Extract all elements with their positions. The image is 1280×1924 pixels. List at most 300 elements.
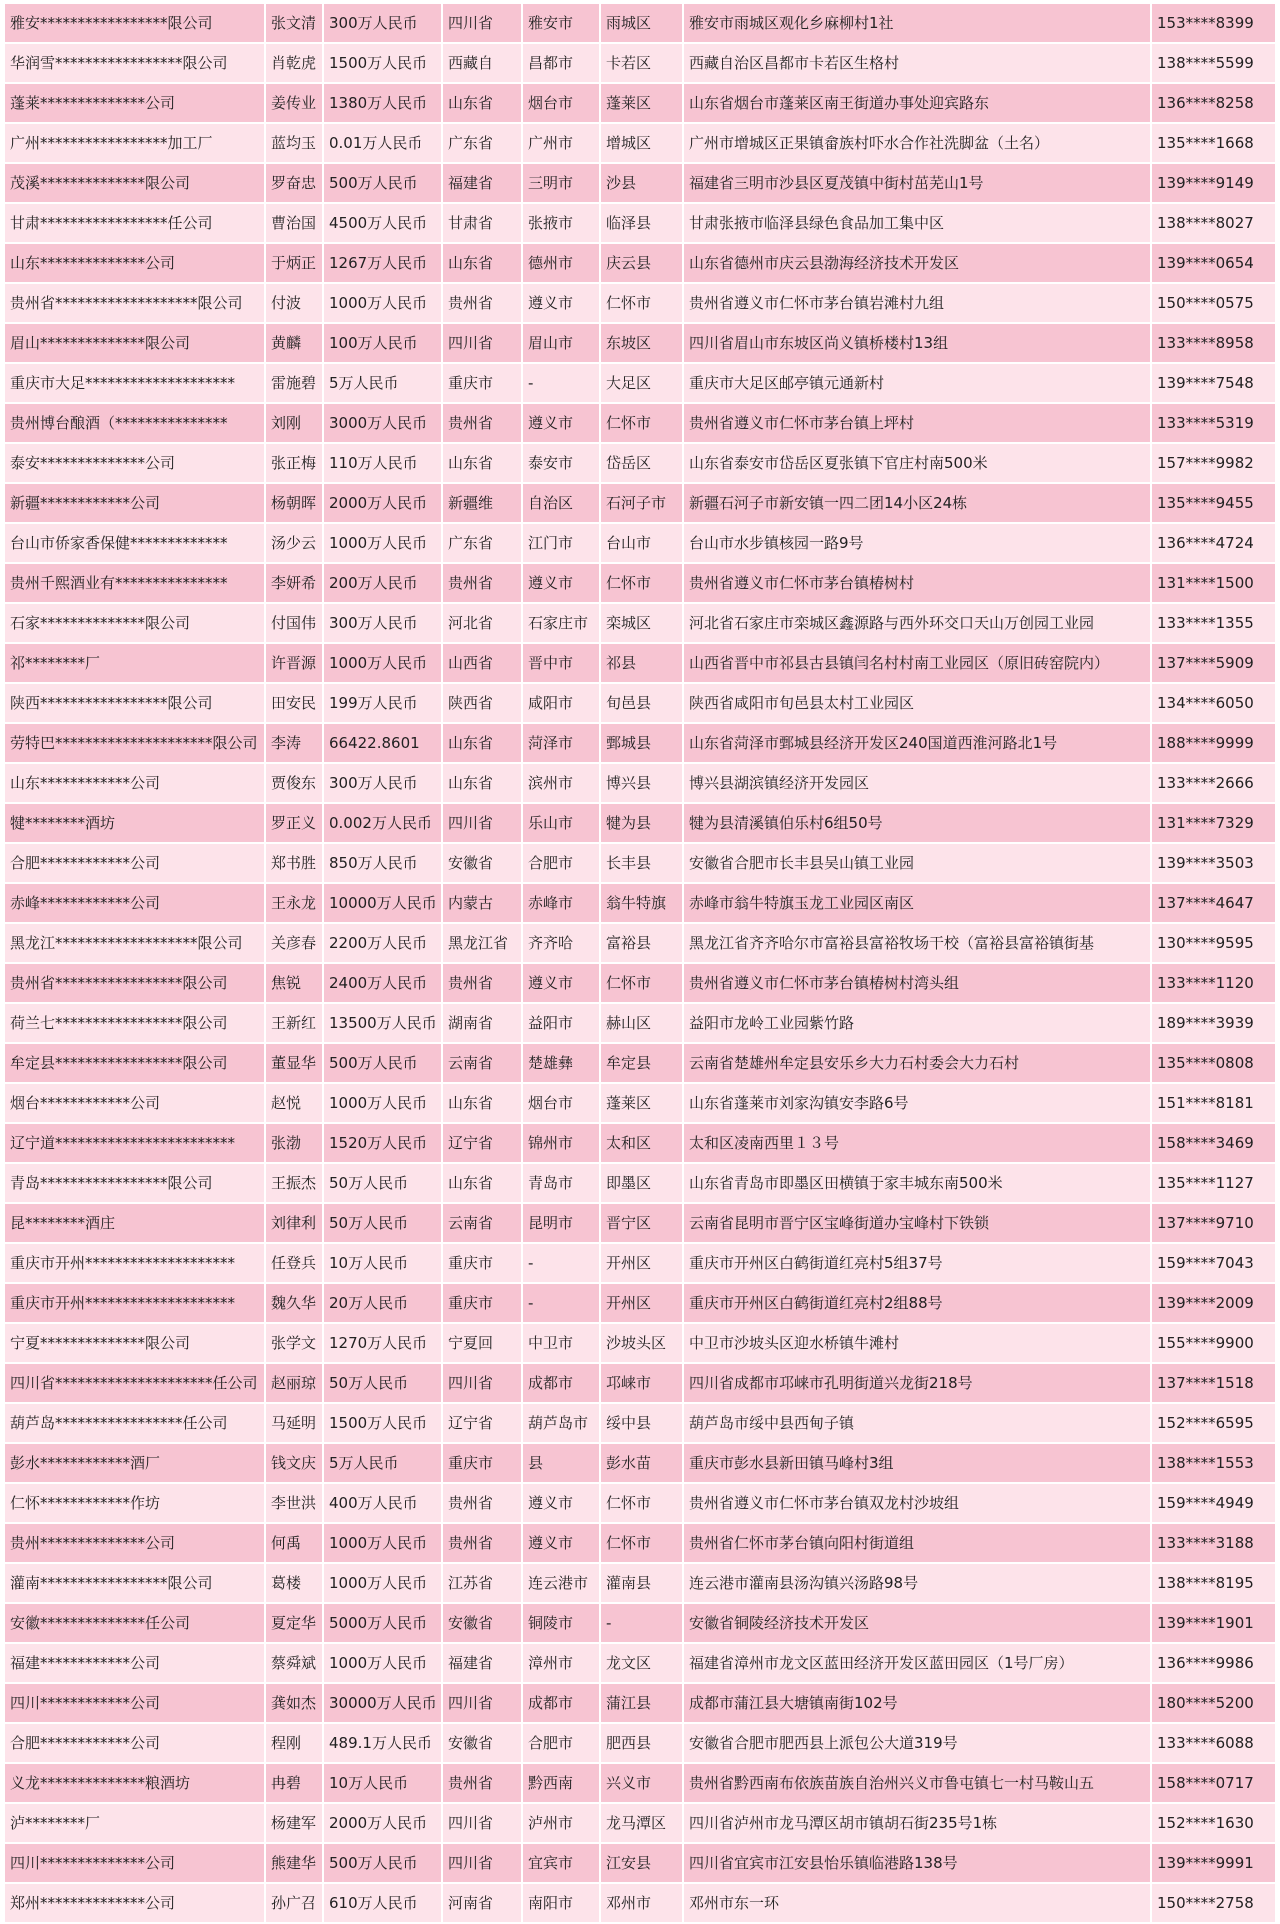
district-cell: 雨城区 xyxy=(601,4,682,42)
address-cell: 山东省青岛市即墨区田横镇于家丰城东南500米 xyxy=(684,1164,1150,1202)
province-cell: 山东省 xyxy=(443,1164,521,1202)
legal-rep-cell: 张正梅 xyxy=(266,444,322,482)
phone-cell: 130****9595 xyxy=(1152,924,1275,962)
company-name-cell: 山东************公司 xyxy=(5,764,264,802)
company-name-cell: 合肥************公司 xyxy=(5,1724,264,1762)
phone-cell: 135****1668 xyxy=(1152,124,1275,162)
city-cell: 青岛市 xyxy=(523,1164,599,1202)
legal-rep-cell: 孙广召 xyxy=(266,1884,322,1922)
city-cell: 泰安市 xyxy=(523,444,599,482)
capital-cell: 2400万人民币 xyxy=(324,964,441,1002)
company-name-cell: 牟定县*****************限公司 xyxy=(5,1044,264,1082)
company-name-cell: 泸********厂 xyxy=(5,1804,264,1842)
capital-cell: 10万人民币 xyxy=(324,1764,441,1802)
city-cell: 葫芦岛市 xyxy=(523,1404,599,1442)
company-name-cell: 石家**************限公司 xyxy=(5,604,264,642)
province-cell: 安徽省 xyxy=(443,1604,521,1642)
district-cell: 肥西县 xyxy=(601,1724,682,1762)
legal-rep-cell: 汤少云 xyxy=(266,524,322,562)
province-cell: 贵州省 xyxy=(443,1484,521,1522)
province-cell: 四川省 xyxy=(443,4,521,42)
province-cell: 辽宁省 xyxy=(443,1124,521,1162)
table-row xyxy=(0,1484,1280,1524)
capital-cell: 1267万人民币 xyxy=(324,244,441,282)
city-cell: 齐齐哈 xyxy=(523,924,599,962)
city-cell: 晋中市 xyxy=(523,644,599,682)
district-cell: 卡若区 xyxy=(601,44,682,82)
capital-cell: 610万人民币 xyxy=(324,1884,441,1922)
province-cell: 贵州省 xyxy=(443,404,521,442)
legal-rep-cell: 王永龙 xyxy=(266,884,322,922)
address-cell: 河北省石家庄市栾城区鑫源路与西外环交口天山万创园工业园 xyxy=(684,604,1150,642)
district-cell: 石河子市 xyxy=(601,484,682,522)
district-cell: 蒲江县 xyxy=(601,1684,682,1722)
company-name-cell: 青岛*****************限公司 xyxy=(5,1164,264,1202)
company-name-cell: 合肥************公司 xyxy=(5,844,264,882)
address-cell: 山东省德州市庆云县渤海经济技术开发区 xyxy=(684,244,1150,282)
company-name-cell: 灌南*****************限公司 xyxy=(5,1564,264,1602)
district-cell: 临泽县 xyxy=(601,204,682,242)
company-name-cell: 彭水************酒厂 xyxy=(5,1444,264,1482)
table-row xyxy=(0,524,1280,564)
address-cell: 四川省宜宾市江安县怡乐镇临港路138号 xyxy=(684,1844,1150,1882)
city-cell: 昌都市 xyxy=(523,44,599,82)
legal-rep-cell: 蔡舜斌 xyxy=(266,1644,322,1682)
phone-cell: 139****9149 xyxy=(1152,164,1275,202)
table-row xyxy=(0,684,1280,724)
city-cell: 合肥市 xyxy=(523,1724,599,1762)
company-name-cell: 仁怀************作坊 xyxy=(5,1484,264,1522)
company-name-cell: 昆********酒庄 xyxy=(5,1204,264,1242)
city-cell: 烟台市 xyxy=(523,1084,599,1122)
table-row xyxy=(0,1244,1280,1284)
province-cell: 四川省 xyxy=(443,1364,521,1402)
province-cell: 山西省 xyxy=(443,644,521,682)
city-cell: 成都市 xyxy=(523,1364,599,1402)
city-cell: 遵义市 xyxy=(523,284,599,322)
address-cell: 邓州市东一环 xyxy=(684,1884,1150,1922)
address-cell: 山西省晋中市祁县古县镇闫名村村南工业园区（原旧砖窑院内） xyxy=(684,644,1150,682)
address-cell: 雅安市雨城区观化乡麻柳村1社 xyxy=(684,4,1150,42)
legal-rep-cell: 田安民 xyxy=(266,684,322,722)
district-cell: 博兴县 xyxy=(601,764,682,802)
address-cell: 广州市增城区正果镇畲族村吓水合作社洗脚盆（土名） xyxy=(684,124,1150,162)
district-cell: 即墨区 xyxy=(601,1164,682,1202)
company-name-cell: 烟台************公司 xyxy=(5,1084,264,1122)
city-cell: 黔西南 xyxy=(523,1764,599,1802)
province-cell: 四川省 xyxy=(443,804,521,842)
table-row xyxy=(0,44,1280,84)
phone-cell: 137****5909 xyxy=(1152,644,1275,682)
table-row xyxy=(0,444,1280,484)
capital-cell: 2000万人民币 xyxy=(324,484,441,522)
province-cell: 河北省 xyxy=(443,604,521,642)
province-cell: 安徽省 xyxy=(443,844,521,882)
address-cell: 四川省成都市邛崃市孔明街道兴龙街218号 xyxy=(684,1364,1150,1402)
company-name-cell: 甘肃*****************任公司 xyxy=(5,204,264,242)
district-cell: 鄄城县 xyxy=(601,724,682,762)
address-cell: 重庆市彭水县新田镇马峰村3组 xyxy=(684,1444,1150,1482)
province-cell: 山东省 xyxy=(443,1084,521,1122)
province-cell: 广东省 xyxy=(443,524,521,562)
table-row xyxy=(0,844,1280,884)
capital-cell: 1000万人民币 xyxy=(324,1564,441,1602)
company-name-cell: 荷兰七*****************限公司 xyxy=(5,1004,264,1042)
province-cell: 福建省 xyxy=(443,1644,521,1682)
company-name-cell: 眉山**************限公司 xyxy=(5,324,264,362)
address-cell: 太和区凌南西里１３号 xyxy=(684,1124,1150,1162)
address-cell: 贵州省遵义市仁怀市茅台镇岩滩村九组 xyxy=(684,284,1150,322)
address-cell: 贵州省遵义市仁怀市茅台镇椿树村湾头组 xyxy=(684,964,1150,1002)
province-cell: 黑龙江省 xyxy=(443,924,521,962)
table-row xyxy=(0,1084,1280,1124)
table-row xyxy=(0,404,1280,444)
city-cell: 遵义市 xyxy=(523,1484,599,1522)
capital-cell: 10000万人民币 xyxy=(324,884,441,922)
capital-cell: 1000万人民币 xyxy=(324,1524,441,1562)
province-cell: 广东省 xyxy=(443,124,521,162)
phone-cell: 152****6595 xyxy=(1152,1404,1275,1442)
district-cell: 蓬莱区 xyxy=(601,1084,682,1122)
company-name-cell: 雅安*****************限公司 xyxy=(5,4,264,42)
address-cell: 福建省漳州市龙文区蓝田经济开发区蓝田园区（1号厂房） xyxy=(684,1644,1150,1682)
table-row xyxy=(0,124,1280,164)
legal-rep-cell: 何禹 xyxy=(266,1524,322,1562)
company-name-cell: 祁********厂 xyxy=(5,644,264,682)
province-cell: 山东省 xyxy=(443,84,521,122)
phone-cell: 139****9991 xyxy=(1152,1844,1275,1882)
phone-cell: 136****8258 xyxy=(1152,84,1275,122)
company-name-cell: 四川省*********************任公司 xyxy=(5,1364,264,1402)
district-cell: 龙文区 xyxy=(601,1644,682,1682)
capital-cell: 50万人民币 xyxy=(324,1204,441,1242)
capital-cell: 110万人民币 xyxy=(324,444,441,482)
province-cell: 四川省 xyxy=(443,1684,521,1722)
district-cell: 蓬莱区 xyxy=(601,84,682,122)
district-cell: 仁怀市 xyxy=(601,404,682,442)
province-cell: 贵州省 xyxy=(443,964,521,1002)
city-cell: 泸州市 xyxy=(523,1804,599,1842)
city-cell: 遵义市 xyxy=(523,564,599,602)
table-row xyxy=(0,764,1280,804)
address-cell: 西藏自治区昌都市卡若区生格村 xyxy=(684,44,1150,82)
phone-cell: 138****8195 xyxy=(1152,1564,1275,1602)
legal-rep-cell: 刘律利 xyxy=(266,1204,322,1242)
district-cell: 沙坡头区 xyxy=(601,1324,682,1362)
legal-rep-cell: 郑书胜 xyxy=(266,844,322,882)
table-row xyxy=(0,644,1280,684)
phone-cell: 150****0575 xyxy=(1152,284,1275,322)
company-name-cell: 陕西*****************限公司 xyxy=(5,684,264,722)
city-cell: 自治区 xyxy=(523,484,599,522)
phone-cell: 133****6088 xyxy=(1152,1724,1275,1762)
province-cell: 江苏省 xyxy=(443,1564,521,1602)
capital-cell: 200万人民币 xyxy=(324,564,441,602)
table-row xyxy=(0,1404,1280,1444)
province-cell: 重庆市 xyxy=(443,364,521,402)
province-cell: 云南省 xyxy=(443,1204,521,1242)
city-cell: 菏泽市 xyxy=(523,724,599,762)
address-cell: 贵州省遵义市仁怀市茅台镇双龙村沙坡组 xyxy=(684,1484,1150,1522)
province-cell: 山东省 xyxy=(443,764,521,802)
district-cell: 牟定县 xyxy=(601,1044,682,1082)
city-cell: 合肥市 xyxy=(523,844,599,882)
city-cell: 昆明市 xyxy=(523,1204,599,1242)
legal-rep-cell: 钱文庆 xyxy=(266,1444,322,1482)
district-cell: 邛崃市 xyxy=(601,1364,682,1402)
address-cell: 四川省眉山市东坡区尚义镇桥楼村13组 xyxy=(684,324,1150,362)
province-cell: 山东省 xyxy=(443,724,521,762)
legal-rep-cell: 许晋源 xyxy=(266,644,322,682)
city-cell: - xyxy=(523,364,599,402)
province-cell: 湖南省 xyxy=(443,1004,521,1042)
district-cell: 晋宁区 xyxy=(601,1204,682,1242)
table-row xyxy=(0,604,1280,644)
address-cell: 重庆市开州区白鹤街道红亮村2组88号 xyxy=(684,1284,1150,1322)
legal-rep-cell: 罗正义 xyxy=(266,804,322,842)
district-cell: 祁县 xyxy=(601,644,682,682)
legal-rep-cell: 张学文 xyxy=(266,1324,322,1362)
table-row xyxy=(0,1724,1280,1764)
district-cell: 仁怀市 xyxy=(601,564,682,602)
legal-rep-cell: 付国伟 xyxy=(266,604,322,642)
city-cell: 铜陵市 xyxy=(523,1604,599,1642)
legal-rep-cell: 曹治国 xyxy=(266,204,322,242)
district-cell: 东坡区 xyxy=(601,324,682,362)
city-cell: 三明市 xyxy=(523,164,599,202)
legal-rep-cell: 冉碧 xyxy=(266,1764,322,1802)
province-cell: 山东省 xyxy=(443,244,521,282)
table-row xyxy=(0,884,1280,924)
capital-cell: 1500万人民币 xyxy=(324,44,441,82)
table-row xyxy=(0,204,1280,244)
district-cell: 增城区 xyxy=(601,124,682,162)
city-cell: 益阳市 xyxy=(523,1004,599,1042)
phone-cell: 157****9982 xyxy=(1152,444,1275,482)
address-cell: 云南省楚雄州牟定县安乐乡大力石村委会大力石村 xyxy=(684,1044,1150,1082)
table-row xyxy=(0,484,1280,524)
address-cell: 贵州省仁怀市茅台镇向阳村街道组 xyxy=(684,1524,1150,1562)
province-cell: 贵州省 xyxy=(443,1524,521,1562)
table-row xyxy=(0,244,1280,284)
table-row xyxy=(0,164,1280,204)
city-cell: 烟台市 xyxy=(523,84,599,122)
province-cell: 四川省 xyxy=(443,1844,521,1882)
city-cell: 眉山市 xyxy=(523,324,599,362)
table-row xyxy=(0,1524,1280,1564)
phone-cell: 158****0717 xyxy=(1152,1764,1275,1802)
phone-cell: 189****3939 xyxy=(1152,1004,1275,1042)
phone-cell: 139****7548 xyxy=(1152,364,1275,402)
district-cell: 翁牛特旗 xyxy=(601,884,682,922)
district-cell: 犍为县 xyxy=(601,804,682,842)
province-cell: 西藏自 xyxy=(443,44,521,82)
phone-cell: 151****8181 xyxy=(1152,1084,1275,1122)
table-row xyxy=(0,1564,1280,1604)
district-cell: 彭水苗 xyxy=(601,1444,682,1482)
province-cell: 四川省 xyxy=(443,324,521,362)
company-name-cell: 辽宁道************************ xyxy=(5,1124,264,1162)
phone-cell: 159****4949 xyxy=(1152,1484,1275,1522)
table-row xyxy=(0,1884,1280,1924)
district-cell: 台山市 xyxy=(601,524,682,562)
company-name-cell: 蓬莱**************公司 xyxy=(5,84,264,122)
legal-rep-cell: 程刚 xyxy=(266,1724,322,1762)
capital-cell: 300万人民币 xyxy=(324,764,441,802)
province-cell: 安徽省 xyxy=(443,1724,521,1762)
city-cell: 遵义市 xyxy=(523,404,599,442)
table-row xyxy=(0,4,1280,44)
legal-rep-cell: 肖乾虎 xyxy=(266,44,322,82)
legal-rep-cell: 龚如杰 xyxy=(266,1684,322,1722)
district-cell: 岱岳区 xyxy=(601,444,682,482)
city-cell: 锦州市 xyxy=(523,1124,599,1162)
city-cell: - xyxy=(523,1284,599,1322)
city-cell: 咸阳市 xyxy=(523,684,599,722)
legal-rep-cell: 付波 xyxy=(266,284,322,322)
province-cell: 重庆市 xyxy=(443,1244,521,1282)
phone-cell: 138****1553 xyxy=(1152,1444,1275,1482)
address-cell: 博兴县湖滨镇经济开发园区 xyxy=(684,764,1150,802)
table-row xyxy=(0,284,1280,324)
district-cell: 邓州市 xyxy=(601,1884,682,1922)
table-row xyxy=(0,1164,1280,1204)
district-cell: 大足区 xyxy=(601,364,682,402)
city-cell: 广州市 xyxy=(523,124,599,162)
legal-rep-cell: 蓝均玉 xyxy=(266,124,322,162)
city-cell: - xyxy=(523,1244,599,1282)
address-cell: 山东省蓬莱市刘家沟镇安李路6号 xyxy=(684,1084,1150,1122)
phone-cell: 133****2666 xyxy=(1152,764,1275,802)
table-row xyxy=(0,1764,1280,1804)
table-row xyxy=(0,964,1280,1004)
legal-rep-cell: 葛楼 xyxy=(266,1564,322,1602)
capital-cell: 1000万人民币 xyxy=(324,1084,441,1122)
district-cell: 开州区 xyxy=(601,1284,682,1322)
capital-cell: 1520万人民币 xyxy=(324,1124,441,1162)
company-name-cell: 郑州**************公司 xyxy=(5,1884,264,1922)
province-cell: 贵州省 xyxy=(443,564,521,602)
legal-rep-cell: 马延明 xyxy=(266,1404,322,1442)
address-cell: 四川省泸州市龙马潭区胡市镇胡石街235号1栋 xyxy=(684,1804,1150,1842)
company-name-cell: 泰安**************公司 xyxy=(5,444,264,482)
capital-cell: 13500万人民币 xyxy=(324,1004,441,1042)
city-cell: 县 xyxy=(523,1444,599,1482)
table-row xyxy=(0,1004,1280,1044)
company-name-cell: 山东**************公司 xyxy=(5,244,264,282)
address-cell: 黑龙江省齐齐哈尔市富裕县富裕牧场干校（富裕县富裕镇街基 xyxy=(684,924,1150,962)
city-cell: 中卫市 xyxy=(523,1324,599,1362)
phone-cell: 188****9999 xyxy=(1152,724,1275,762)
district-cell: 龙马潭区 xyxy=(601,1804,682,1842)
company-name-cell: 台山市侨家香保健************* xyxy=(5,524,264,562)
company-name-cell: 茂溪**************限公司 xyxy=(5,164,264,202)
legal-rep-cell: 杨建军 xyxy=(266,1804,322,1842)
company-name-cell: 重庆市开州******************** xyxy=(5,1244,264,1282)
address-cell: 山东省烟台市蓬莱区南王街道办事处迎宾路东 xyxy=(684,84,1150,122)
address-cell: 甘肃张掖市临泽县绿色食品加工集中区 xyxy=(684,204,1150,242)
province-cell: 四川省 xyxy=(443,1804,521,1842)
capital-cell: 10万人民币 xyxy=(324,1244,441,1282)
legal-rep-cell: 刘刚 xyxy=(266,404,322,442)
company-name-cell: 华润雪*****************限公司 xyxy=(5,44,264,82)
district-cell: 栾城区 xyxy=(601,604,682,642)
district-cell: 沙县 xyxy=(601,164,682,202)
phone-cell: 139****0654 xyxy=(1152,244,1275,282)
province-cell: 重庆市 xyxy=(443,1284,521,1322)
legal-rep-cell: 赵丽琼 xyxy=(266,1364,322,1402)
company-name-cell: 重庆市大足******************** xyxy=(5,364,264,402)
province-cell: 云南省 xyxy=(443,1044,521,1082)
table-row xyxy=(0,1284,1280,1324)
city-cell: 德州市 xyxy=(523,244,599,282)
phone-cell: 135****9455 xyxy=(1152,484,1275,522)
capital-cell: 489.1万人民币 xyxy=(324,1724,441,1762)
district-cell: 旬邑县 xyxy=(601,684,682,722)
phone-cell: 135****1127 xyxy=(1152,1164,1275,1202)
table-row xyxy=(0,564,1280,604)
city-cell: 乐山市 xyxy=(523,804,599,842)
phone-cell: 159****7043 xyxy=(1152,1244,1275,1282)
company-name-cell: 贵州博台酿酒（*************** xyxy=(5,404,264,442)
phone-cell: 138****5599 xyxy=(1152,44,1275,82)
address-cell: 贵州省遵义市仁怀市茅台镇椿树村 xyxy=(684,564,1150,602)
phone-cell: 133****1120 xyxy=(1152,964,1275,1002)
capital-cell: 500万人民币 xyxy=(324,1844,441,1882)
city-cell: 石家庄市 xyxy=(523,604,599,642)
address-cell: 山东省泰安市岱岳区夏张镇下官庄村南500米 xyxy=(684,444,1150,482)
capital-cell: 66422.8601 xyxy=(324,724,441,762)
capital-cell: 5万人民币 xyxy=(324,1444,441,1482)
province-cell: 内蒙古 xyxy=(443,884,521,922)
table-row xyxy=(0,84,1280,124)
phone-cell: 136****4724 xyxy=(1152,524,1275,562)
company-name-cell: 贵州省*******************限公司 xyxy=(5,284,264,322)
capital-cell: 3000万人民币 xyxy=(324,404,441,442)
capital-cell: 500万人民币 xyxy=(324,1044,441,1082)
phone-cell: 133****8958 xyxy=(1152,324,1275,362)
address-cell: 犍为县清溪镇伯乐村6组50号 xyxy=(684,804,1150,842)
phone-cell: 139****3503 xyxy=(1152,844,1275,882)
city-cell: 遵义市 xyxy=(523,964,599,1002)
district-cell: 绥中县 xyxy=(601,1404,682,1442)
table-row xyxy=(0,1044,1280,1084)
address-cell: 安徽省合肥市肥西县上派包公大道319号 xyxy=(684,1724,1150,1762)
district-cell: 仁怀市 xyxy=(601,284,682,322)
company-name-cell: 四川**************公司 xyxy=(5,1844,264,1882)
district-cell: 仁怀市 xyxy=(601,1484,682,1522)
district-cell: 仁怀市 xyxy=(601,964,682,1002)
district-cell: 灌南县 xyxy=(601,1564,682,1602)
capital-cell: 30000万人民币 xyxy=(324,1684,441,1722)
address-cell: 陕西省咸阳市旬邑县太村工业园区 xyxy=(684,684,1150,722)
table-row xyxy=(0,364,1280,404)
capital-cell: 400万人民币 xyxy=(324,1484,441,1522)
address-cell: 益阳市龙岭工业园紫竹路 xyxy=(684,1004,1150,1042)
capital-cell: 850万人民币 xyxy=(324,844,441,882)
capital-cell: 50万人民币 xyxy=(324,1364,441,1402)
legal-rep-cell: 夏定华 xyxy=(266,1604,322,1642)
legal-rep-cell: 赵悦 xyxy=(266,1084,322,1122)
legal-rep-cell: 熊建华 xyxy=(266,1844,322,1882)
table-row xyxy=(0,1364,1280,1404)
phone-cell: 131****1500 xyxy=(1152,564,1275,602)
legal-rep-cell: 李妍希 xyxy=(266,564,322,602)
phone-cell: 133****1355 xyxy=(1152,604,1275,642)
address-cell: 福建省三明市沙县区夏茂镇中街村茁芜山1号 xyxy=(684,164,1150,202)
capital-cell: 1000万人民币 xyxy=(324,644,441,682)
district-cell: 开州区 xyxy=(601,1244,682,1282)
